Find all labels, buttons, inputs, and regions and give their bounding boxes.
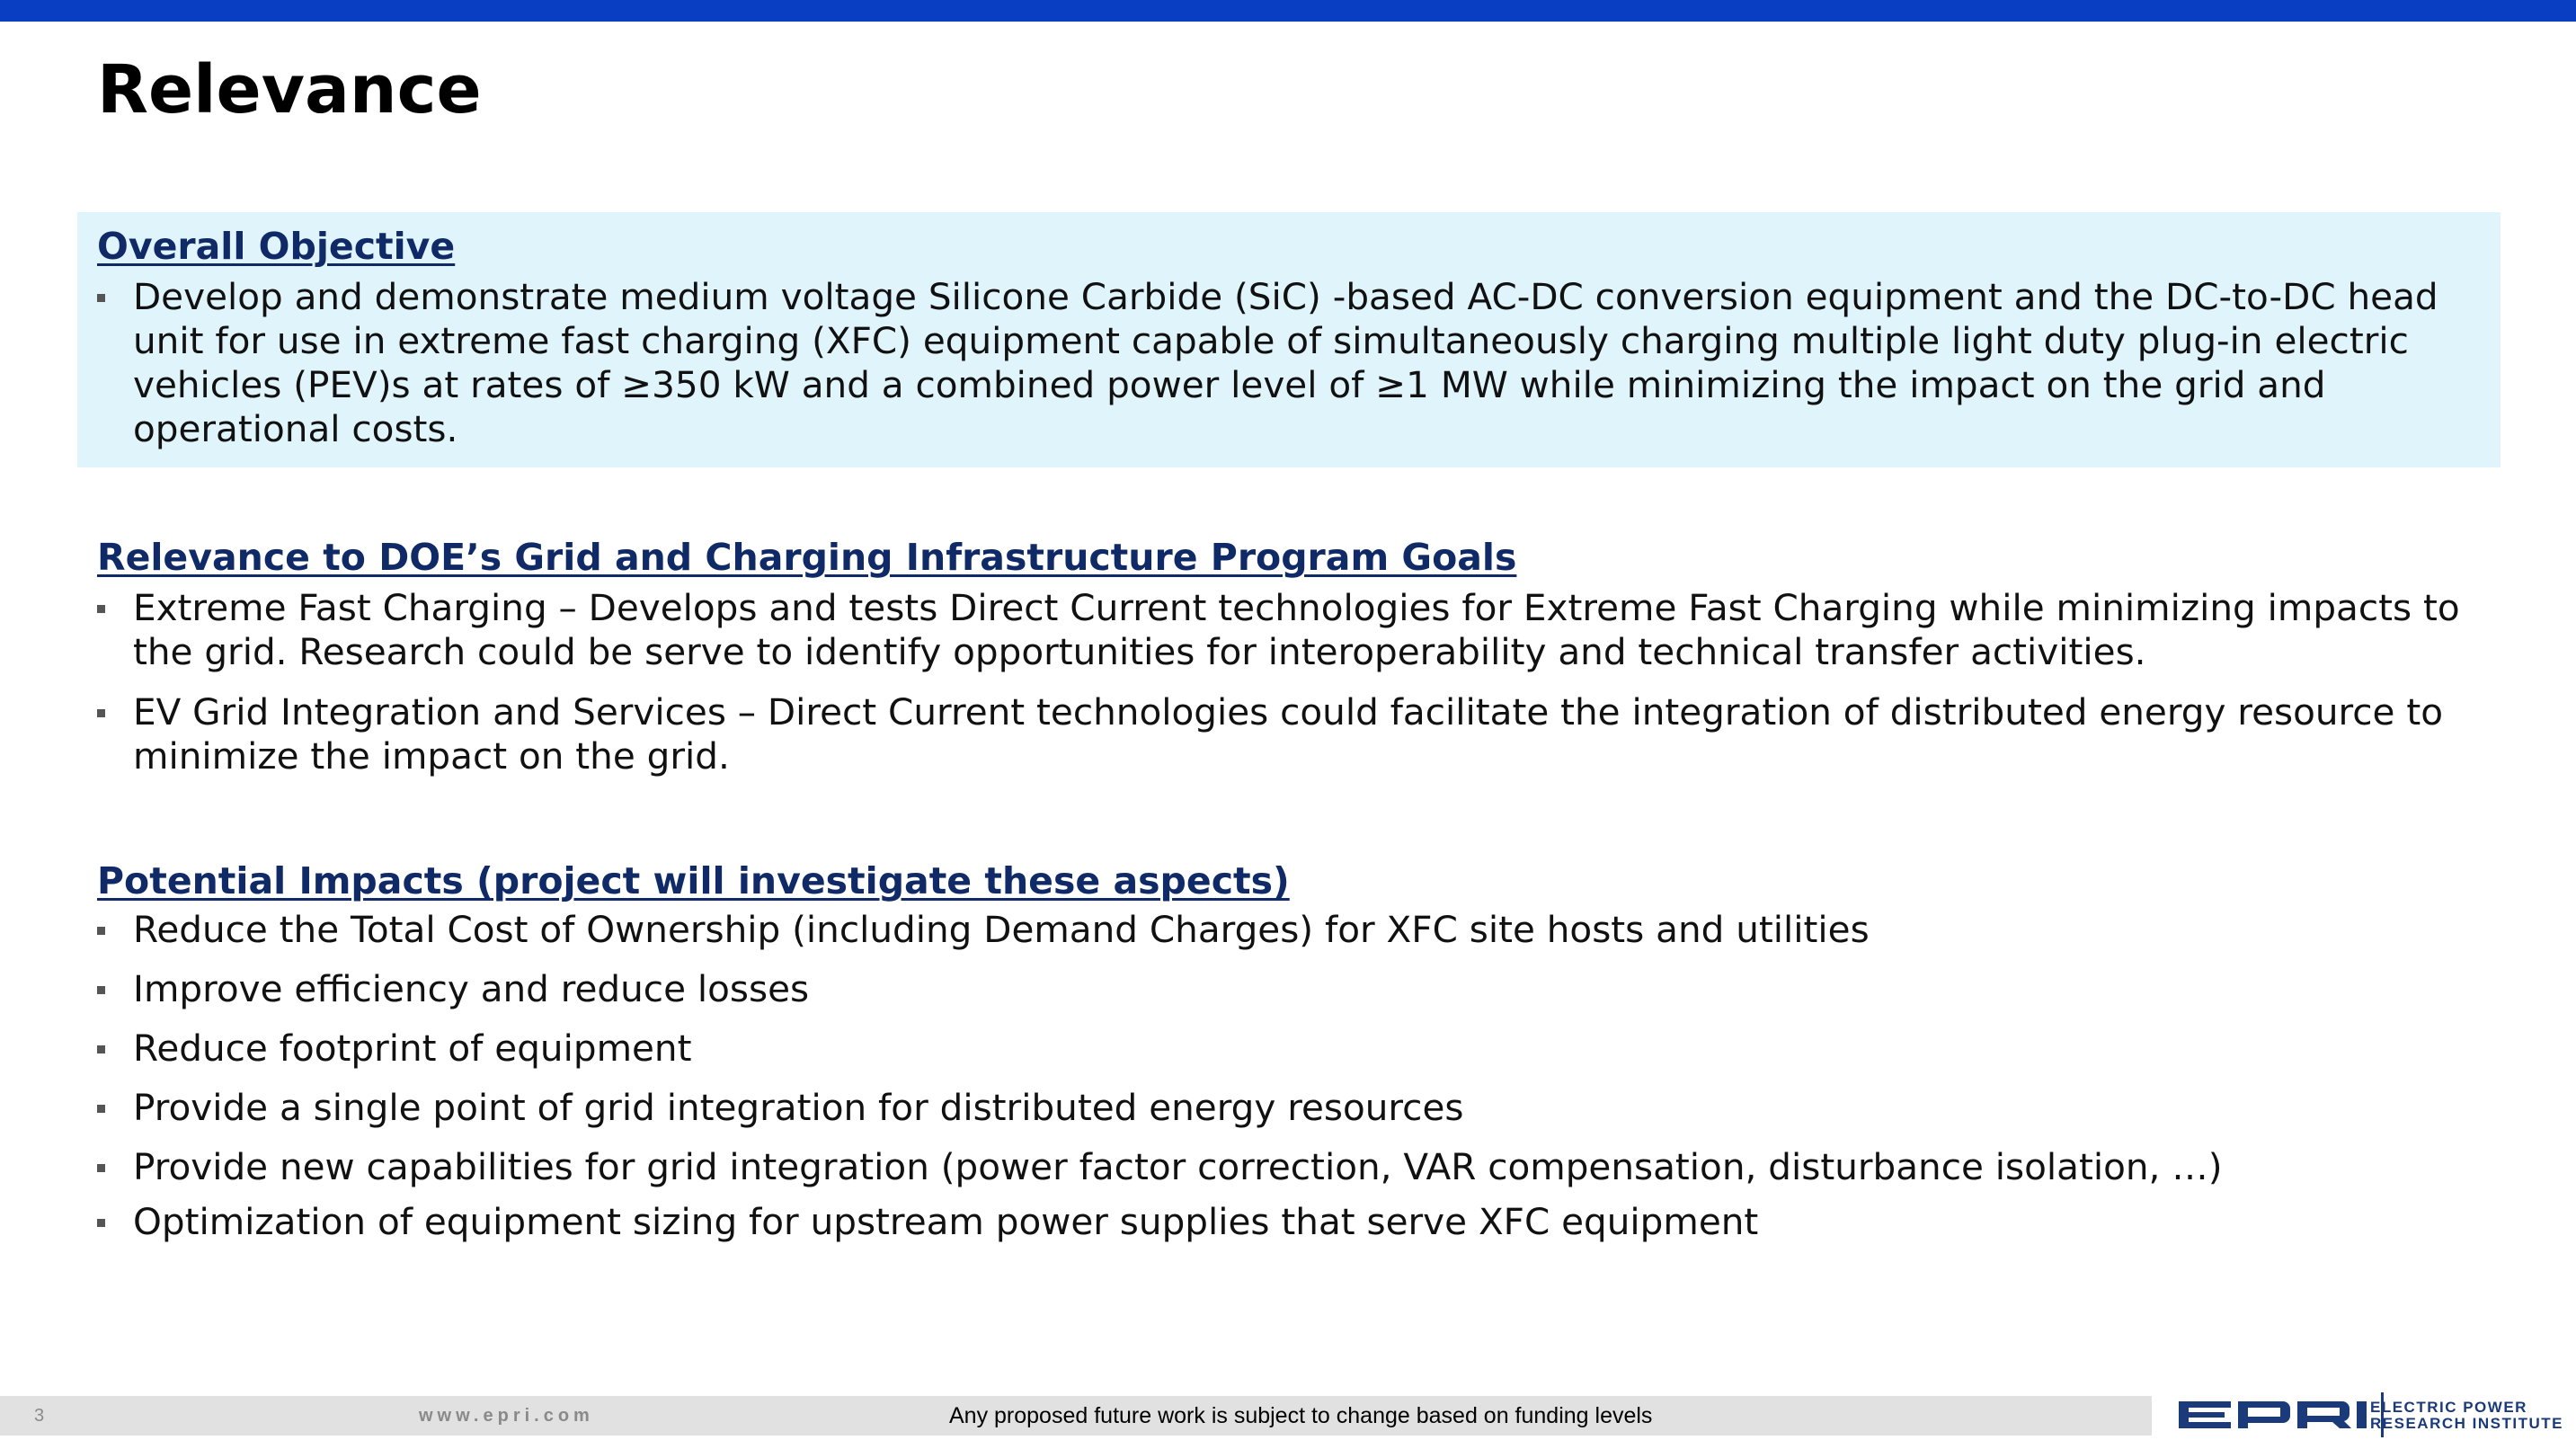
logo-line-2: RESEARCH INSTITUTE: [2370, 1415, 2563, 1432]
list-item-text: Provide new capabilities for grid integration (power factor correction, VAR compensation, disturbance isolation, …): [133, 1145, 2223, 1188]
list-item-text: EV Grid Integration and Services – Direct Current technologies could facilitate the integration of distributed energy resource to minimize the impact on the grid.: [133, 690, 2444, 778]
list-item: [97, 1145, 2483, 1189]
list-item: [97, 967, 2483, 1011]
potential-impacts-list: [97, 908, 2483, 1244]
footer-website[interactable]: www.epri.com: [419, 1406, 594, 1426]
bullet-icon: [97, 605, 105, 613]
list-item-text: Develop and demonstrate medium voltage Silicone Carbide (SiC) -based AC-DC conversion equipment and the DC-to-DC head unit for use in extreme fast charging (XFC) equipment capable of simultaneously charging multiple light duty plug-in electric vehicles (PEV)s at rates of ≥350 kW and a combined power level of ≥1 MW while minimizing the impact on the grid and operational costs.: [133, 275, 2438, 450]
potential-impacts-section: [77, 856, 2500, 1244]
list-item: [97, 690, 2483, 778]
list-item: [97, 1200, 2483, 1244]
bullet-icon: [97, 1219, 105, 1227]
list-item-text: Extreme Fast Charging – Develops and tests Direct Current technologies for Extreme Fast Charging while minimizing impacts to the grid. Research could be serve to identify opportunities for interoperability and technical transfer activities.: [133, 586, 2460, 673]
list-item: [97, 586, 2483, 674]
list-item-text: Reduce footprint of equipment: [133, 1027, 692, 1070]
program-goals-list: [97, 586, 2483, 778]
bullet-icon: [97, 986, 105, 994]
page-number: 3: [34, 1406, 45, 1426]
bullet-icon: [97, 927, 105, 935]
list-item-text: Improve efficiency and reduce losses: [133, 967, 810, 1010]
bullet-icon: [97, 1045, 105, 1053]
list-item: [97, 275, 2483, 451]
top-accent-bar: [0, 0, 2576, 22]
list-item-text: Provide a single point of grid integration for distributed energy resources: [133, 1086, 1464, 1129]
list-item-text: Optimization of equipment sizing for upstream power supplies that serve XFC equipment: [133, 1200, 1759, 1243]
overall-objective-list: [97, 275, 2483, 451]
program-goals-heading: Relevance to DOE’s Grid and Charging Infrastructure Program Goals: [97, 536, 1517, 579]
bullet-icon: [97, 1164, 105, 1172]
overall-objective-section: [77, 212, 2500, 467]
bullet-icon: [97, 1105, 105, 1113]
program-goals-section: [77, 532, 2500, 778]
list-item-text: Reduce the Total Cost of Ownership (including Demand Charges) for XFC site hosts and utilities: [133, 908, 1870, 951]
slide-title: Relevance: [97, 51, 482, 129]
list-item: [97, 1027, 2483, 1071]
bullet-icon: [97, 294, 105, 302]
logo-line-1: ELECTRIC POWER: [2370, 1399, 2527, 1416]
bullet-icon: [97, 709, 105, 717]
footer-disclaimer: Any proposed future work is subject to change based on funding levels: [949, 1403, 1653, 1428]
potential-impacts-heading: Potential Impacts (project will investigate these aspects): [97, 859, 1290, 902]
list-item: [97, 1086, 2483, 1130]
list-item: [97, 908, 2483, 952]
overall-objective-heading: Overall Objective: [97, 225, 456, 268]
